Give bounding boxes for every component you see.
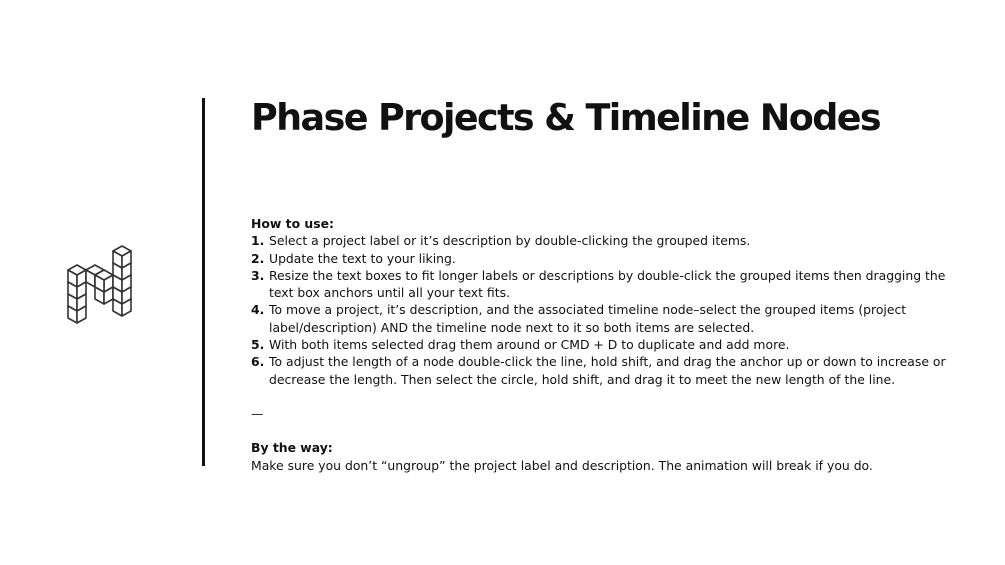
step-text: With both items selected drag them around or CMD + D to duplicate and add more. [269, 337, 790, 353]
step-text: To adjust the length of a node double-click the line, hold shift, and drag the anchor up or down to increase or decrease the length. Then select the circle, hold shift, and drag it to meet the new length of the line. [269, 354, 946, 387]
steps-list [251, 232, 951, 388]
step-item [251, 267, 951, 302]
step-item [251, 336, 951, 353]
step-item [251, 353, 951, 388]
step-item [251, 250, 951, 267]
cube-letter-n-icon [66, 240, 140, 324]
logo-left-column [68, 265, 86, 323]
by-the-way-heading: By the way: [251, 440, 333, 456]
step-text: To move a project, it’s description, and the associated timeline node–select the grouped items (project label/description) AND the timeline node next to it so both items are selected. [269, 302, 907, 335]
separator-dash: — [251, 405, 264, 421]
step-number: 6. [251, 354, 265, 370]
page-title: Phase Projects & Timeline Nodes [251, 96, 881, 139]
step-item [251, 232, 951, 249]
step-text: Update the text to your liking. [269, 250, 456, 266]
step-item [251, 301, 951, 336]
logo-right-column [113, 246, 131, 316]
step-number: 1. [251, 233, 265, 249]
step-text: Select a project label or it’s description by double-clicking the grouped items. [269, 233, 751, 249]
by-the-way-note [251, 439, 951, 474]
instructions-block [251, 215, 951, 474]
step-number: 4. [251, 302, 265, 318]
logo-diagonal [86, 265, 113, 304]
vertical-divider [202, 98, 205, 466]
step-number: 2. [251, 250, 265, 266]
step-text: Resize the text boxes to fit longer labels or descriptions by double-click the grouped items then dragging the text box anchors until all your text fits. [269, 267, 946, 301]
how-to-use-heading: How to use: [251, 216, 334, 231]
step-number: 3. [251, 267, 265, 283]
step-number: 5. [251, 337, 265, 353]
by-the-way-text: Make sure you don’t “ungroup” the project label and description. The animation will break if you do. [251, 457, 873, 473]
